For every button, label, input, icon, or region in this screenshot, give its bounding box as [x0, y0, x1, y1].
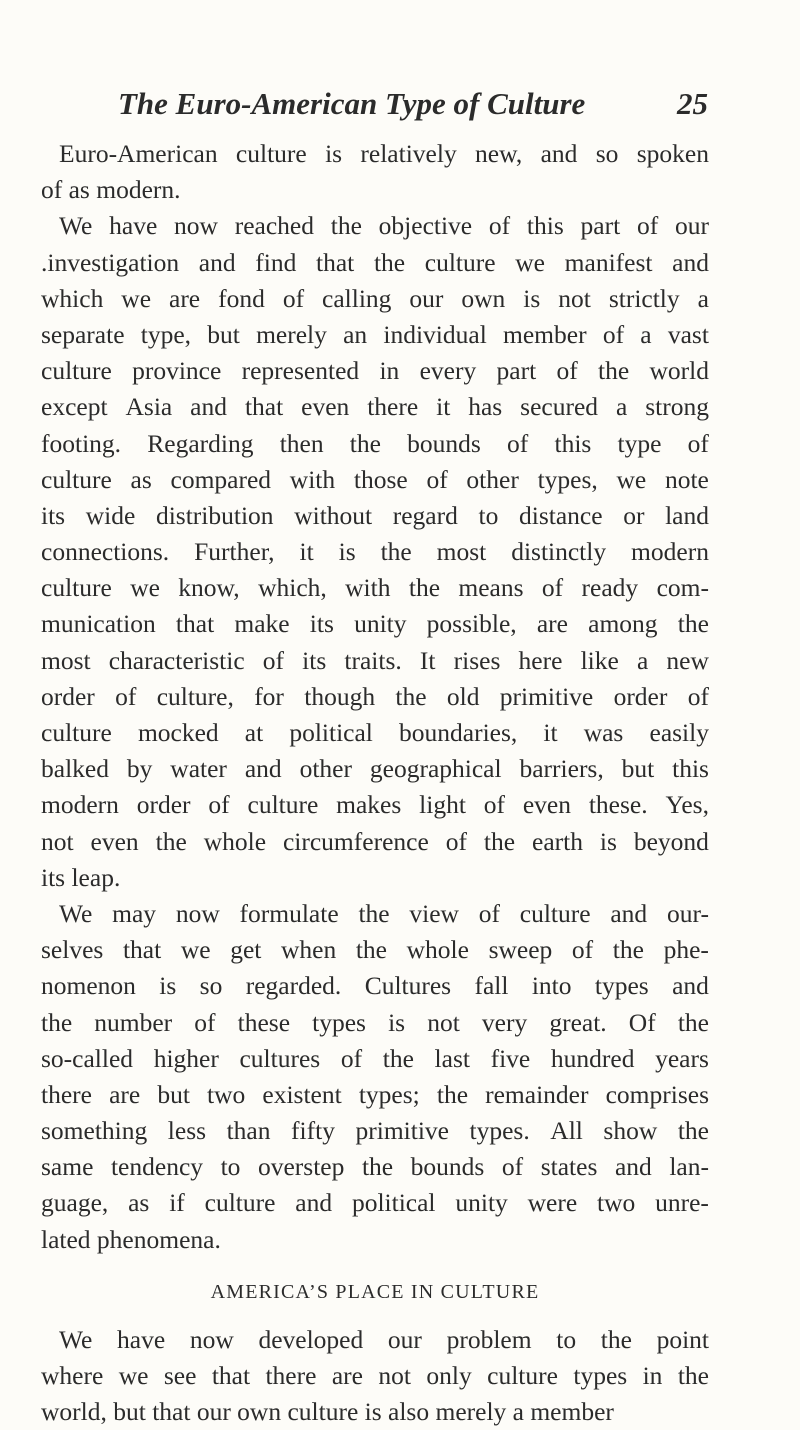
paragraph-line: culture as compared with those of other types, we note — [41, 464, 709, 494]
body-text — [41, 136, 709, 1430]
page-number: 25 — [677, 86, 708, 121]
paragraph-line: separate type, but merely an individual member of a vast — [41, 319, 709, 349]
paragraph-line: balked by water and other geographical barriers, but this — [41, 754, 709, 784]
paragraph-line: footing. Regarding then the bounds of this type of — [41, 428, 709, 458]
running-head — [118, 84, 708, 124]
final-paragraph-line: We have now developed our problem to the point — [59, 1324, 709, 1354]
section-heading: AMERICA’S PLACE IN CULTURE — [210, 1280, 540, 1303]
paragraph-line: nomenon is so regarded. Cultures fall into types and — [41, 971, 709, 1001]
paragraph-line: its leap. — [41, 862, 121, 892]
paragraph-line: there are but two existent types; the remainder comprises — [41, 1079, 709, 1109]
paragraph-line: connections. Further, it is the most distinctly modern — [41, 537, 709, 567]
paragraph-line: We may now formulate the view of culture and our- — [59, 898, 709, 928]
paragraph-line: of as modern. — [41, 175, 181, 205]
paragraph-line: order of culture, for though the old primitive order of — [41, 681, 709, 711]
paragraph-line: Euro-American culture is relatively new, and so spoken — [59, 139, 709, 168]
paragraph-line: culture mocked at political boundaries, it was easily — [41, 718, 709, 747]
final-paragraph-line: world, but that our own culture is also merely a member — [41, 1397, 614, 1427]
paragraph-line: the number of these types is not very great. Of the — [41, 1007, 709, 1037]
paragraph-line: most characteristic of its traits. It rises here like a new — [41, 645, 709, 675]
paragraph-line: selves that we get when the whole sweep of the phe- — [41, 935, 709, 965]
paragraph-line: something less than fifty primitive types. All show the — [41, 1116, 709, 1146]
running-head-title: The Euro-American Type of Culture — [118, 86, 586, 121]
paragraph — [41, 208, 709, 896]
final-paragraph — [41, 1322, 709, 1430]
paragraph-line: culture we know, which, with the means of ready com- — [41, 573, 709, 603]
final-paragraph-line: where we see that there are not only culture types in the — [41, 1361, 709, 1390]
paragraph — [41, 136, 709, 208]
paragraph-line: culture province represented in every part of the world — [41, 356, 709, 386]
paragraph-line: not even the whole circumference of the earth is beyond — [41, 826, 709, 856]
paragraph-line: which we are fond of calling our own is not strictly a — [41, 283, 709, 313]
paragraph — [41, 896, 709, 1258]
paragraph-line: its wide distribution without regard to distance or land — [41, 500, 709, 530]
paragraph-line: same tendency to overstep the bounds of states and lan- — [41, 1152, 709, 1182]
paragraph-line: We have now reached the objective of this part of our — [59, 211, 709, 241]
paragraph-line: except Asia and that even there it has secured a strong — [41, 392, 709, 422]
paragraph-line: modern order of culture makes light of even these. Yes, — [41, 790, 709, 820]
paragraph-line: lated phenomena. — [41, 1224, 221, 1254]
paragraph-line: munication that make its unity possible, are among the — [41, 609, 709, 639]
paragraph-line: so-called higher cultures of the last five hundred years — [41, 1043, 709, 1073]
paragraph-line: guage, as if culture and political unity were two unre- — [41, 1188, 709, 1218]
paragraph-line: .investigation and find that the culture we manifest and — [41, 247, 709, 277]
